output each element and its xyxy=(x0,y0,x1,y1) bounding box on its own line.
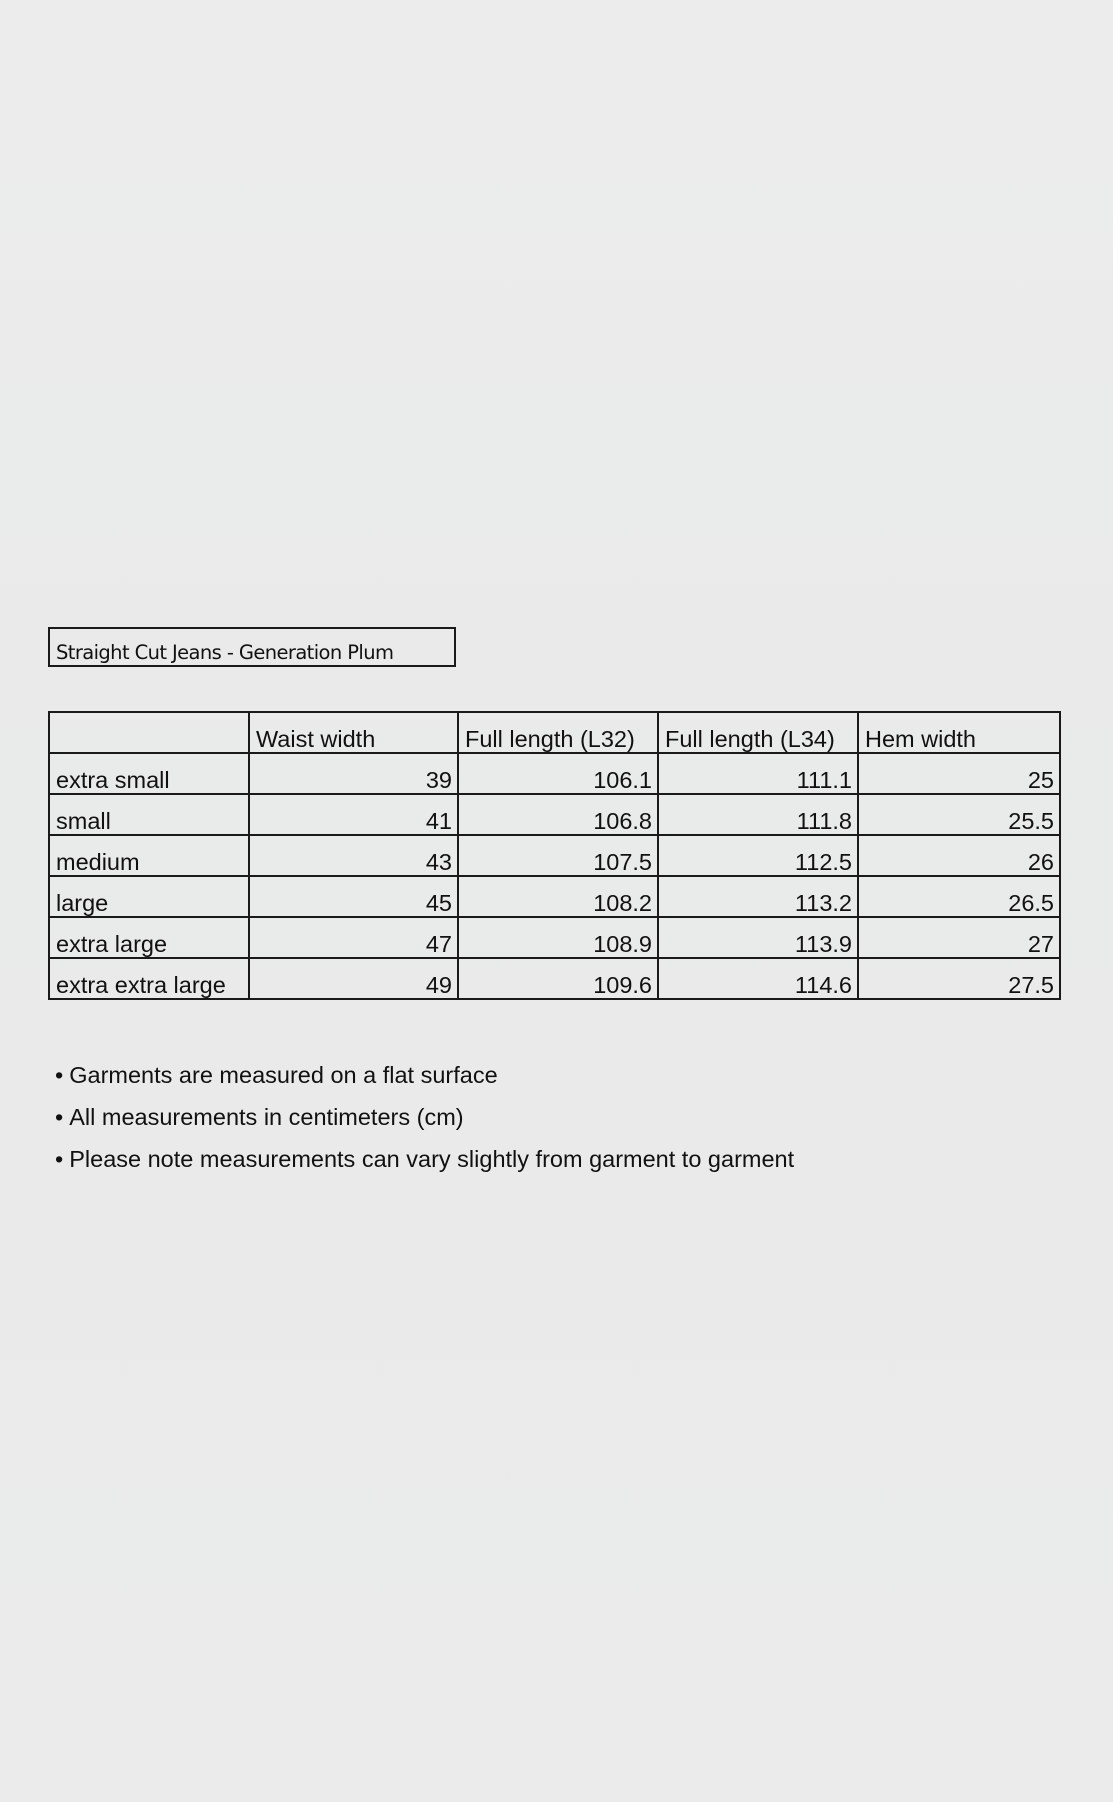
full-length-l34-value: 114.6 xyxy=(658,958,858,999)
table-row xyxy=(49,917,1060,958)
table-row xyxy=(49,753,1060,794)
table-row xyxy=(49,794,1060,835)
full-length-l34-value: 113.2 xyxy=(658,876,858,917)
note-text: All measurements in centimeters (cm) xyxy=(69,1104,464,1130)
header-full-length-l34: Full length (L34) xyxy=(658,712,858,753)
waist-width-value: 43 xyxy=(249,835,458,876)
size-label: small xyxy=(49,794,249,835)
bullet-icon: • xyxy=(55,1062,64,1088)
size-label: medium xyxy=(49,835,249,876)
full-length-l34-value: 111.8 xyxy=(658,794,858,835)
full-length-l32-value: 108.9 xyxy=(458,917,658,958)
waist-width-value: 49 xyxy=(249,958,458,999)
product-title: Straight Cut Jeans - Generation Plum xyxy=(56,641,394,664)
full-length-l34-value: 113.9 xyxy=(658,917,858,958)
full-length-l34-value: 111.1 xyxy=(658,753,858,794)
table-row xyxy=(49,876,1060,917)
waist-width-value: 41 xyxy=(249,794,458,835)
hem-width-value: 25 xyxy=(858,753,1060,794)
header-waist-width: Waist width xyxy=(249,712,458,753)
list-item xyxy=(55,1102,794,1144)
full-length-l32-value: 106.8 xyxy=(458,794,658,835)
header-full-length-l32: Full length (L32) xyxy=(458,712,658,753)
size-chart-table xyxy=(48,711,1061,1000)
hem-width-value: 26 xyxy=(858,835,1060,876)
full-length-l34-value: 112.5 xyxy=(658,835,858,876)
waist-width-value: 39 xyxy=(249,753,458,794)
header-size xyxy=(49,712,249,753)
table-row xyxy=(49,958,1060,999)
waist-width-value: 45 xyxy=(249,876,458,917)
size-label: extra extra large xyxy=(49,958,249,999)
hem-width-value: 27 xyxy=(858,917,1060,958)
note-text: Garments are measured on a flat surface xyxy=(69,1062,498,1088)
title-box xyxy=(48,627,456,667)
measurement-notes xyxy=(55,1060,794,1186)
hem-width-value: 25.5 xyxy=(858,794,1060,835)
full-length-l32-value: 106.1 xyxy=(458,753,658,794)
table-header-row xyxy=(49,712,1060,753)
size-label: large xyxy=(49,876,249,917)
full-length-l32-value: 107.5 xyxy=(458,835,658,876)
waist-width-value: 47 xyxy=(249,917,458,958)
bullet-icon: • xyxy=(55,1146,64,1172)
full-length-l32-value: 108.2 xyxy=(458,876,658,917)
full-length-l32-value: 109.6 xyxy=(458,958,658,999)
size-label: extra large xyxy=(49,917,249,958)
hem-width-value: 27.5 xyxy=(858,958,1060,999)
size-label: extra small xyxy=(49,753,249,794)
table-row xyxy=(49,835,1060,876)
list-item xyxy=(55,1060,794,1102)
note-text: Please note measurements can vary slightly from garment to garment xyxy=(69,1146,795,1172)
bullet-icon: • xyxy=(55,1104,64,1130)
header-hem-width: Hem width xyxy=(858,712,1060,753)
list-item xyxy=(55,1144,794,1186)
hem-width-value: 26.5 xyxy=(858,876,1060,917)
